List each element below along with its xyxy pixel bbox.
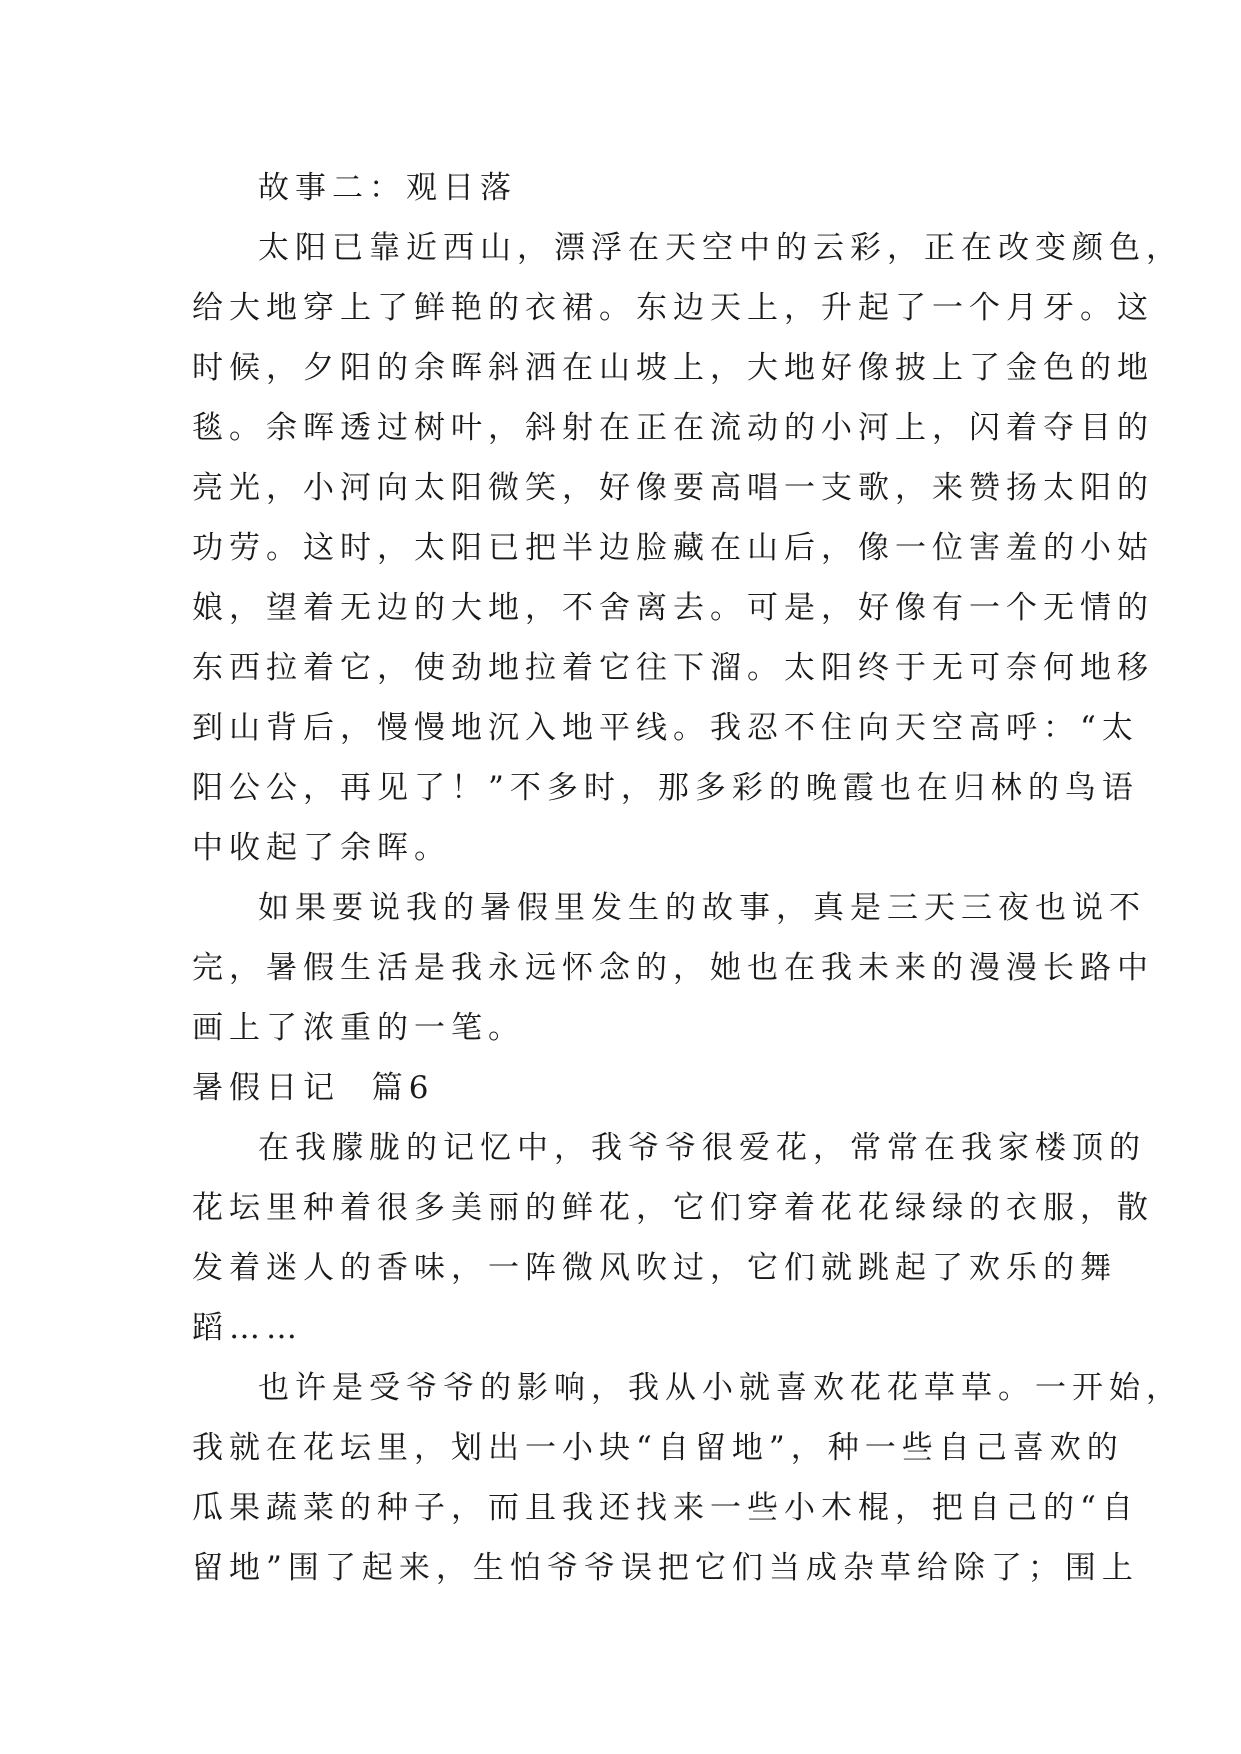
- paragraph-line: 毯。余晖透过树叶，斜射在正在流动的小河上，闪着夺目的: [192, 410, 1154, 446]
- paragraph-line: 发着迷人的香味，一阵微风吹过，它们就跳起了欢乐的舞: [192, 1250, 1117, 1286]
- paragraph-line: 阳公公，再见了！”不多时，那多彩的晚霞也在归林的鸟语: [192, 770, 1139, 806]
- paragraph-line: 瓜果蔬菜的种子，而且我还找来一些小木棍，把自己的“自: [192, 1490, 1139, 1526]
- paragraph-line: 中收起了余晖。: [192, 830, 451, 866]
- paragraph-line: 时候，夕阳的余晖斜洒在山坡上，大地好像披上了金色的地: [192, 350, 1154, 386]
- paragraph-line: 如果要说我的暑假里发生的故事，真是三天三夜也说不: [258, 890, 1146, 926]
- paragraph-line: 也许是受爷爷的影响，我从小就喜欢花花草草。一开始，: [258, 1370, 1183, 1406]
- paragraph-line: 蹈……: [192, 1310, 303, 1346]
- paragraph-line: 在我朦胧的记忆中，我爷爷很爱花，常常在我家楼顶的: [258, 1130, 1146, 1166]
- paragraph-line: 太阳已靠近西山，漂浮在天空中的云彩，正在改变颜色，: [258, 230, 1183, 266]
- story-heading: 故事二：观日落: [258, 170, 517, 206]
- paragraph-line: 完，暑假生活是我永远怀念的，她也在我未来的漫漫长路中: [192, 950, 1154, 986]
- paragraph-line: 留地”围了起来，生怕爷爷误把它们当成杂草给除了；围上: [192, 1550, 1139, 1586]
- paragraph-line: 娘，望着无边的大地，不舍离去。可是，好像有一个无情的: [192, 590, 1154, 626]
- paragraph-line: 给大地穿上了鲜艳的衣裙。东边天上，升起了一个月牙。这: [192, 290, 1154, 326]
- paragraph-line: 亮光，小河向太阳微笑，好像要高唱一支歌，来赞扬太阳的: [192, 470, 1154, 506]
- paragraph-line: 花坛里种着很多美丽的鲜花，它们穿着花花绿绿的衣服，散: [192, 1190, 1154, 1226]
- paragraph-line: 到山背后，慢慢地沉入地平线。我忍不住向天空高呼：“太: [192, 710, 1139, 746]
- paragraph-line: 东西拉着它，使劲地拉着它往下溜。太阳终于无可奈何地移: [192, 650, 1154, 686]
- paragraph-line: 功劳。这时，太阳已把半边脸藏在山后，像一位害羞的小姑: [192, 530, 1154, 566]
- paragraph-line: 画上了浓重的一笔。: [192, 1010, 525, 1046]
- paragraph-line: 我就在花坛里，划出一小块“自留地”，种一些自己喜欢的: [192, 1430, 1124, 1466]
- section-title: 暑假日记 篇6: [192, 1070, 435, 1106]
